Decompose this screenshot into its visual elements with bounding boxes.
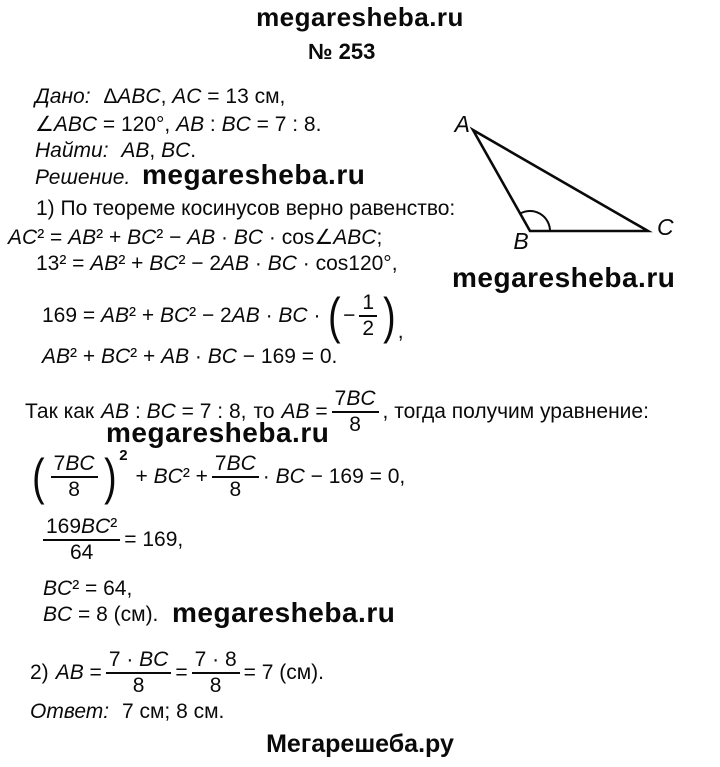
substituted-equation: 13² = AB² + BC² − 2AB · BC · cos120°, bbox=[36, 252, 398, 275]
given-line-1-text: ΔABC, AC = 13 см, bbox=[103, 85, 286, 108]
find-text: AB, BC. bbox=[121, 139, 197, 162]
step2-watermark: megaresheba.ru bbox=[106, 417, 330, 448]
step1-intro: 1) По теореме косинусов верно равенство: bbox=[36, 197, 456, 220]
problem-number: № 253 bbox=[308, 39, 376, 64]
fraction-denominator: 8 bbox=[51, 476, 98, 502]
fraction-denominator: 8 bbox=[106, 672, 172, 698]
fraction-numerator: 7BC bbox=[53, 451, 95, 475]
bc-squared-equation: BC² = 64, bbox=[43, 577, 133, 600]
result-watermark: megaresheba.ru bbox=[172, 597, 396, 628]
bc-fraction bbox=[43, 515, 120, 565]
then-text: то bbox=[253, 400, 275, 423]
seven-times-eight-over-eight bbox=[192, 648, 240, 698]
vertex-label-c: C bbox=[657, 214, 674, 240]
simplified-equation: AB² + BC² + AB · BC − 169 = 0. bbox=[42, 345, 338, 368]
triangle-path bbox=[473, 130, 648, 231]
open-paren: ( bbox=[32, 448, 45, 505]
close-paren: ) bbox=[383, 287, 396, 344]
close-paren: ) bbox=[103, 448, 117, 505]
vertex-label-b: B bbox=[513, 228, 529, 254]
vertex-label-a: A bbox=[454, 111, 470, 137]
find-label: Найти: bbox=[35, 139, 109, 162]
fraction-numerator: 7 · BC bbox=[108, 647, 169, 671]
ab-equals: AB = bbox=[281, 400, 328, 423]
ratio-text: AB : BC = 7 : 8, bbox=[101, 400, 247, 423]
squared-exponent: 2 bbox=[119, 446, 128, 464]
ab-calculation bbox=[30, 644, 324, 702]
sentence-tail: , тогда получим уравнение: bbox=[382, 400, 649, 423]
triangle-figure bbox=[430, 105, 710, 255]
trailing-comma: , bbox=[397, 320, 404, 343]
seven-bc-fraction bbox=[332, 387, 379, 437]
given-label: Дано: bbox=[35, 85, 91, 108]
answer-value: 7 см; 8 см. bbox=[121, 700, 225, 723]
equation-tail: · BC − 169 = 0, bbox=[262, 465, 406, 488]
fraction-denominator: 64 bbox=[43, 539, 120, 565]
equation-middle: + BC² + bbox=[135, 465, 208, 488]
solution-label: Решение. bbox=[35, 166, 131, 189]
open-paren: ( bbox=[328, 287, 342, 344]
fraction-denominator: 8 bbox=[212, 476, 259, 502]
given-line-1 bbox=[35, 85, 285, 109]
expanded-equation-pre: 169 = AB² + BC² − 2AB · BC · bbox=[42, 304, 321, 327]
bc-squared-fraction-equation bbox=[43, 511, 183, 569]
fraction-numerator: 169BC² bbox=[46, 514, 118, 538]
answer-line bbox=[30, 700, 224, 724]
fraction-numerator: 7 · 8 bbox=[194, 647, 237, 671]
one-half-fraction bbox=[359, 291, 377, 341]
equation-tail: = 169, bbox=[124, 528, 184, 551]
quadratic-equation bbox=[30, 447, 405, 507]
step-prefix: 2) bbox=[30, 661, 49, 684]
inline-watermark: megaresheba.ru bbox=[142, 159, 366, 190]
fraction-denominator: 8 bbox=[192, 672, 240, 698]
figure-watermark: megaresheba.ru bbox=[452, 262, 676, 293]
cosine-theorem-equation: AC² = AB² + BC² − AB · BC · cos∠ABC; bbox=[8, 226, 383, 249]
footer-watermark: Мегарешеба.ру bbox=[266, 730, 454, 758]
fraction-denominator: 2 bbox=[359, 315, 377, 341]
fraction-numerator: 1 bbox=[362, 290, 375, 314]
since-text: Так как bbox=[25, 400, 95, 423]
equals-sign: = bbox=[175, 661, 188, 684]
seven-bc-fraction bbox=[51, 452, 98, 502]
fraction-denominator: 8 bbox=[332, 411, 379, 437]
expanded-equation bbox=[42, 288, 404, 344]
seven-bc-fraction-2 bbox=[212, 452, 259, 502]
minus-sign: − bbox=[343, 304, 356, 327]
seven-bc-over-eight bbox=[106, 648, 172, 698]
calculation-result: = 7 (см). bbox=[243, 661, 325, 684]
fraction-numerator: 7BC bbox=[214, 451, 256, 475]
watermark-top: megaresheba.ru bbox=[256, 2, 464, 32]
ab-equals: AB = bbox=[55, 661, 102, 684]
answer-label: Ответ: bbox=[30, 700, 110, 723]
fraction-numerator: 7BC bbox=[334, 386, 376, 410]
bc-result: BC = 8 (см). bbox=[43, 603, 159, 626]
given-line-2: ∠ABC = 120°, AB : BC = 7 : 8. bbox=[35, 113, 322, 136]
